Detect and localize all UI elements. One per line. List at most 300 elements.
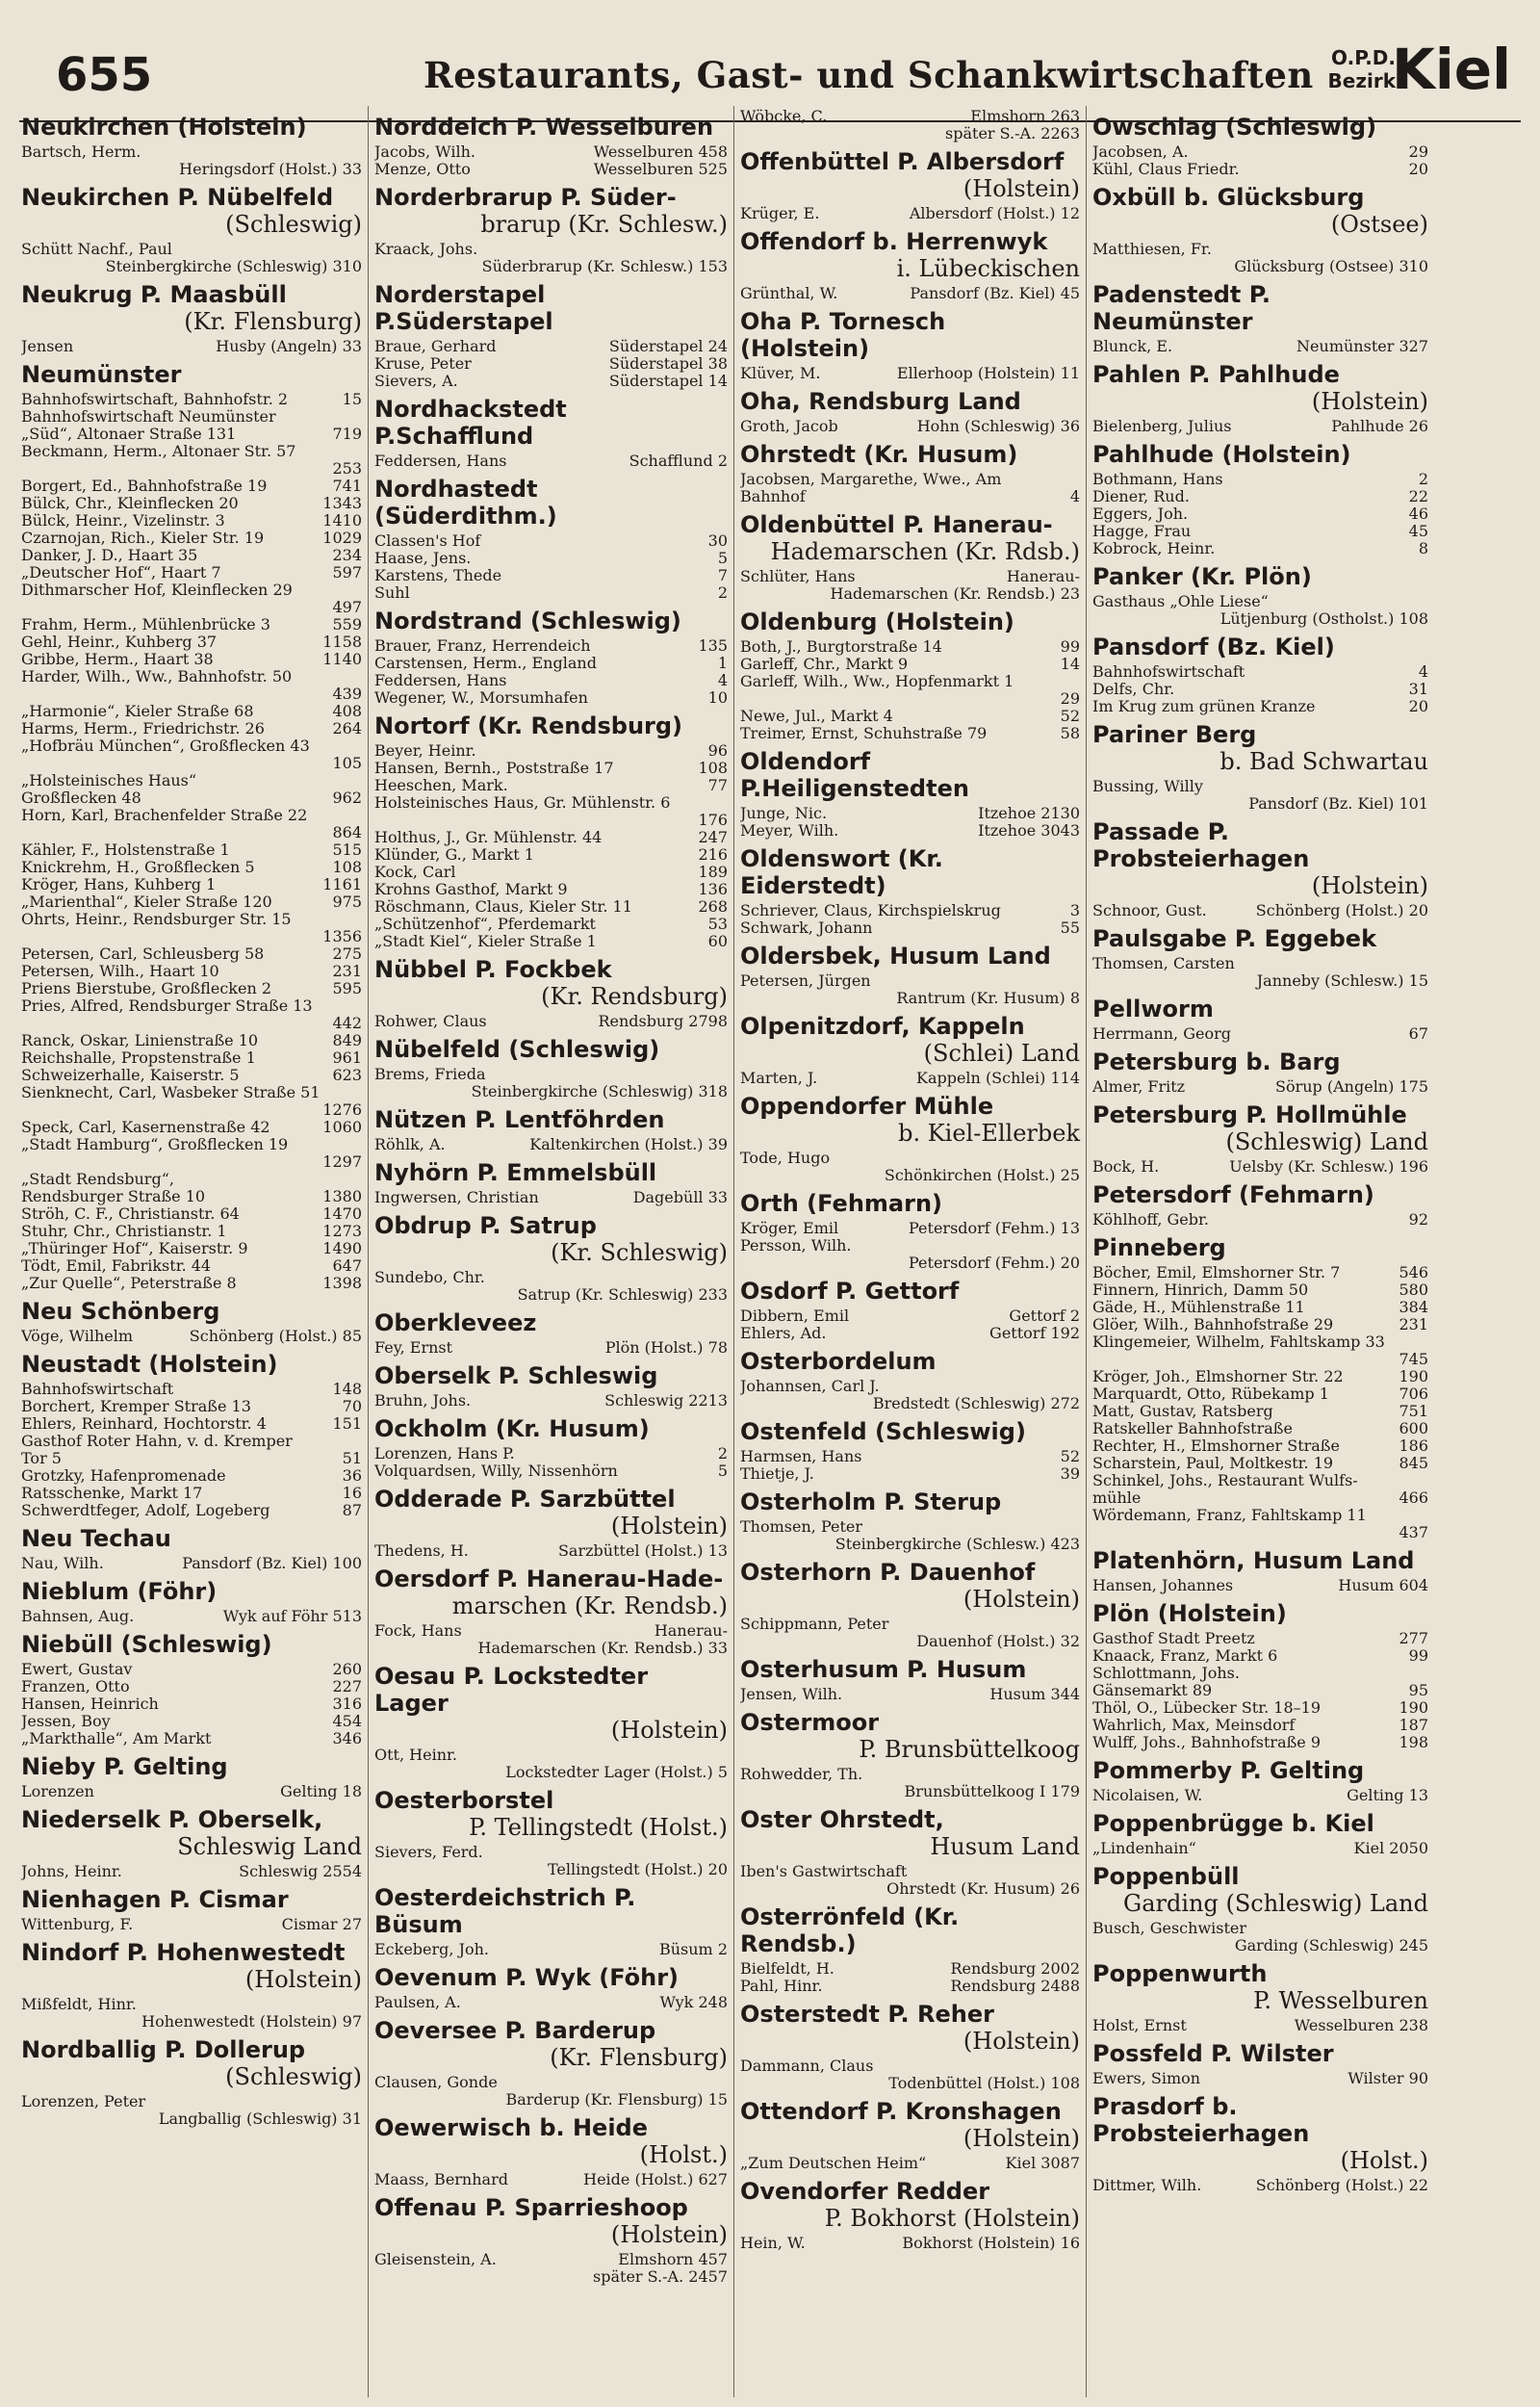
proprietor: Jensen — [21, 338, 74, 355]
proprietor: Maass, Bernhard — [374, 2171, 508, 2188]
listing-name — [21, 258, 98, 275]
listing-row — [21, 408, 362, 426]
listing-right — [1391, 1699, 1428, 1717]
phone-number: 96 — [707, 741, 728, 760]
place: Bokhorst (Holstein) — [902, 2234, 1056, 2252]
listing-right — [602, 338, 728, 355]
listing-row — [21, 1328, 362, 1345]
listing-right — [1323, 418, 1428, 435]
locality-heading — [1092, 1757, 1428, 1784]
listing-name — [740, 1070, 909, 1087]
listing-right — [1001, 1307, 1080, 1325]
proprietor: „Thüringer Hof“, Kaiserstr. 9 — [21, 1240, 248, 1257]
listing-name — [1092, 241, 1421, 258]
listing-right — [690, 812, 728, 829]
proprietor: Gasthof Roter Hahn, v. d. Kremper — [21, 1433, 293, 1450]
proprietor: Rohwer, Claus — [374, 1013, 487, 1030]
locality-heading — [374, 2114, 728, 2168]
listing-right — [982, 1325, 1080, 1342]
place: Wilster — [1348, 2069, 1404, 2087]
listing-right — [701, 532, 728, 550]
listing-right — [1401, 523, 1428, 540]
listing-name — [21, 1783, 272, 1800]
proprietor: Stuhr, Chr., Christianstr. 1 — [21, 1223, 227, 1240]
phone-number: 497 — [332, 598, 362, 616]
listing-right — [324, 893, 362, 911]
listing-row — [21, 789, 362, 807]
listing-row — [740, 1070, 1080, 1087]
phone-number: 2213 — [688, 1391, 728, 1410]
listing-right — [354, 668, 362, 686]
listing-right — [1063, 488, 1080, 505]
proprietor: Wittenburg, F. — [21, 1916, 134, 1933]
listing-right — [1330, 1577, 1428, 1594]
listing-row — [374, 637, 728, 655]
listing-row — [374, 2074, 728, 2091]
phone-number: 227 — [332, 1677, 362, 1695]
listing-name — [21, 1223, 315, 1240]
locality-block — [1092, 1810, 1428, 1857]
phone-number: 595 — [332, 979, 362, 997]
listing-row — [740, 365, 1080, 382]
locality-block — [740, 1418, 1080, 1483]
listing-row — [374, 1269, 728, 1286]
listing-right — [690, 637, 728, 655]
listing-row — [21, 1257, 362, 1275]
locality-heading — [1092, 996, 1428, 1022]
listing-row — [1092, 1840, 1428, 1857]
phone-number: 719 — [332, 425, 362, 443]
listing-right — [335, 1467, 362, 1485]
phone-number: 30 — [707, 531, 728, 550]
listing-right — [174, 1555, 362, 1572]
listing-name — [740, 972, 1072, 990]
listing-name — [21, 807, 354, 824]
proprietor: Wöbcke, C. — [740, 108, 828, 125]
listing-right — [701, 742, 728, 760]
listing-right — [1401, 505, 1428, 523]
listing-name — [740, 1395, 865, 1412]
listing-name — [374, 1189, 626, 1206]
listing-right — [1401, 698, 1428, 715]
listing-right — [324, 1415, 362, 1433]
listing-row — [21, 963, 362, 980]
locality-name: Neukirchen P. Nübelfeld — [21, 184, 334, 211]
locality-name: Osterrönfeld (Kr. Rendsb.) — [740, 1903, 960, 1957]
phone-number: 97 — [342, 2012, 362, 2031]
locality-name: Oldendorf P.Heiligenstedten — [740, 748, 969, 802]
listing-name — [21, 1730, 324, 1747]
listing-row — [21, 1381, 362, 1398]
listing-right — [324, 980, 362, 997]
place: Kiel — [1005, 2154, 1037, 2172]
locality-block — [21, 1631, 362, 1747]
listing-right — [354, 582, 362, 599]
listing-name — [21, 161, 171, 178]
locality-block — [21, 361, 362, 1292]
locality-block — [374, 1964, 728, 2011]
phone-number: 962 — [332, 789, 362, 807]
proprietor: Nicolaisen, W. — [1092, 1787, 1203, 1804]
proprietor: „Marienthal“, Kieler Straße 120 — [21, 893, 272, 911]
listing-name — [21, 1136, 354, 1153]
locality-heading — [1092, 114, 1428, 141]
phone-number: 559 — [332, 615, 362, 634]
locality-sub: Schleswig Land — [177, 1833, 362, 1860]
locality-heading — [1092, 1810, 1428, 1837]
phone-number: 39 — [1060, 1464, 1080, 1483]
listing-right — [998, 2155, 1080, 2172]
proprietor: Bielfeldt, H. — [740, 1960, 834, 1978]
listing-right — [1391, 1489, 1428, 1507]
listing-row — [21, 1153, 362, 1171]
listing-right — [602, 355, 728, 373]
phone-number: 5 — [717, 1763, 728, 1781]
locality-name: Oldenbüttel P. Hanerau- — [740, 511, 1053, 538]
locality-block — [740, 1559, 1080, 1650]
listing-name — [374, 1269, 720, 1286]
proprietor: Carstensen, Herm., England — [374, 655, 597, 672]
listing-name — [21, 703, 324, 720]
listing-row — [1092, 902, 1428, 919]
phone-number: 2130 — [1040, 804, 1080, 822]
listing-right — [324, 1381, 362, 1398]
locality-heading — [740, 1190, 1080, 1217]
locality-block — [740, 1013, 1080, 1087]
locality-sub: (Kr. Flensburg) — [550, 2044, 728, 2071]
listing-name — [21, 1119, 315, 1136]
phone-number: 238 — [1399, 2016, 1428, 2034]
phone-number: 647 — [332, 1256, 362, 1275]
listing-row — [1092, 972, 1428, 990]
listing-right — [315, 651, 362, 668]
listing-right — [324, 789, 362, 807]
locality-heading — [1092, 1863, 1428, 1917]
phone-number: 52 — [1060, 707, 1080, 725]
phone-number: 33 — [342, 337, 362, 355]
listing-row — [374, 794, 728, 812]
listing-right — [1391, 1351, 1428, 1368]
locality-heading — [1092, 818, 1428, 899]
locality-block — [1092, 1234, 1428, 1541]
phone-number: 442 — [332, 1014, 362, 1032]
locality-name: Platenhörn, Husum Land — [1092, 1547, 1415, 1574]
proprietor: Böcher, Emil, Elmshorner Str. 7 — [1092, 1264, 1341, 1281]
locality-block — [21, 1351, 362, 1519]
place: Kappeln (Schlei) — [915, 1069, 1046, 1087]
phone-number: 245 — [1399, 1936, 1428, 1954]
listing-right — [1421, 1333, 1428, 1351]
proprietor: Kruse, Peter — [374, 355, 472, 373]
listing-name — [1092, 1734, 1391, 1751]
locality-block — [21, 1578, 362, 1625]
listing-row — [21, 241, 362, 258]
locality-sub: P. Brunsbüttelkoog — [859, 1736, 1080, 1763]
proprietor: Tödt, Emil, Fabrikstr. 44 — [21, 1257, 212, 1275]
listing-row — [374, 1083, 728, 1100]
place: Dagebüll — [632, 1188, 704, 1206]
phone-number: 268 — [698, 897, 728, 916]
proprietor: „Schützenhof“, Pferdemarkt — [374, 916, 596, 933]
phone-number: 275 — [332, 945, 362, 963]
listing-row — [1092, 1920, 1428, 1937]
column-1 — [15, 106, 368, 2397]
phone-number: 1 — [717, 654, 728, 672]
locality-name: Pommerby P. Gelting — [1092, 1757, 1365, 1784]
locality-name: Ostermoor — [740, 1709, 880, 1736]
listing-row — [1092, 418, 1428, 435]
listing-right — [1053, 919, 1080, 937]
locality-heading — [374, 2017, 728, 2071]
listing-right — [1391, 1281, 1428, 1299]
locality-name: Oevenum P. Wyk (Föhr) — [374, 1964, 679, 1991]
phone-number: 90 — [1408, 2069, 1428, 2087]
phone-number: 33 — [707, 1188, 728, 1206]
proprietor: Ehlers, Ad. — [740, 1325, 827, 1342]
locality-heading — [374, 608, 728, 634]
locality-block — [740, 1806, 1080, 1898]
listing-right — [324, 1678, 362, 1695]
listing-right — [216, 1608, 362, 1625]
locality-block — [374, 608, 728, 707]
listing-row — [374, 1286, 728, 1304]
listing-row — [1092, 1455, 1428, 1472]
listing-row — [374, 1747, 728, 1764]
listing-name — [1092, 698, 1401, 715]
proprietor: Feddersen, Hans — [374, 453, 507, 470]
listing-name — [740, 285, 902, 302]
listing-row — [1092, 1937, 1428, 1954]
locality-heading — [374, 184, 728, 238]
phone-number: 24 — [707, 337, 728, 355]
phone-number: 277 — [1399, 1629, 1428, 1647]
locality-block — [740, 308, 1080, 382]
listing-right — [902, 285, 1080, 302]
listing-right — [970, 822, 1080, 840]
listing-name — [1092, 902, 1248, 919]
locality-block — [1092, 563, 1428, 628]
listing-right — [720, 2074, 728, 2091]
place: später S.-A. — [945, 124, 1037, 142]
locality-heading — [374, 1884, 728, 1938]
listing-name — [374, 1542, 551, 1560]
locality-sub: b. Kiel-Ellerbek — [898, 1120, 1080, 1147]
phone-number: 580 — [1399, 1281, 1428, 1299]
listing-right — [335, 391, 362, 408]
listing-right — [1391, 1717, 1428, 1734]
listing-name — [21, 1502, 335, 1519]
listing-name — [1092, 1299, 1391, 1316]
listing-row — [21, 1136, 362, 1153]
listing-name — [1092, 681, 1401, 698]
phone-number: 7 — [717, 566, 728, 584]
listing-right — [1401, 143, 1428, 161]
locality-block — [740, 388, 1080, 435]
phone-number: 51 — [342, 1449, 362, 1467]
listing-right — [1421, 1665, 1428, 1682]
proprietor: Rechter, H., Elmshorner Straße — [1092, 1437, 1340, 1455]
listing-row — [21, 547, 362, 564]
listing-row — [374, 812, 728, 829]
listing-right — [823, 585, 1080, 603]
listing-right — [354, 911, 362, 928]
listing-right — [720, 1269, 728, 1286]
listing-row — [21, 634, 362, 651]
listing-row — [21, 1240, 362, 1257]
proprietor: Franzen, Otto — [21, 1678, 130, 1695]
locality-block — [374, 1159, 728, 1206]
listing-name — [740, 1686, 982, 1703]
listing-row — [1092, 1717, 1428, 1734]
opd-line1: O.P.D. — [1331, 46, 1396, 69]
locality-heading — [374, 396, 728, 450]
phone-number: 864 — [332, 823, 362, 841]
listing-row — [740, 285, 1080, 302]
listing-name — [21, 1381, 324, 1398]
locality-name: Pinneberg — [1092, 1234, 1226, 1261]
listing-name — [1092, 1025, 1401, 1043]
listing-right — [1391, 1437, 1428, 1455]
phone-number: 36 — [1060, 417, 1080, 435]
proprietor: Schinkel, Johs., Restaurant Wulfs- — [1092, 1472, 1358, 1489]
locality-block — [1092, 114, 1428, 178]
locality-heading — [740, 2098, 1080, 2152]
listing-name — [740, 418, 910, 435]
place: Pansdorf (Bz. Kiel) — [182, 1554, 328, 1572]
listing-name — [1092, 1717, 1391, 1734]
listing-row — [21, 772, 362, 789]
listing-right — [1287, 2017, 1428, 2034]
listing-right — [354, 807, 362, 824]
listing-name — [740, 2075, 881, 2092]
place: Steinbergkirche (Schlesw.) — [834, 1535, 1046, 1553]
listing-row — [21, 460, 362, 478]
listing-right — [315, 1240, 362, 1257]
proprietor: Schwark, Johann — [740, 919, 873, 937]
phone-number: 2 — [717, 1444, 728, 1462]
listing-row — [374, 584, 728, 602]
phone-number: 248 — [698, 1993, 728, 2011]
listing-row — [1092, 338, 1428, 355]
locality-name: Nübelfeld (Schleswig) — [374, 1036, 660, 1063]
locality-block — [374, 1036, 728, 1100]
listing-name — [21, 2013, 134, 2031]
proprietor: Ott, Heinr. — [374, 1747, 457, 1764]
listing-right — [315, 1153, 362, 1171]
proprietor: Im Krug zum grünen Kranze — [1092, 698, 1316, 715]
listing-name — [1092, 610, 1213, 628]
listing-row — [1092, 161, 1428, 178]
proprietor: Feddersen, Hans — [374, 672, 507, 689]
listing-right — [475, 258, 728, 275]
listing-row — [740, 638, 1080, 656]
phone-number: 454 — [332, 1712, 362, 1730]
listing-right — [315, 530, 362, 547]
place: Lütjenburg (Ostholst.) — [1219, 609, 1395, 628]
locality-heading — [21, 114, 362, 141]
listing-name — [374, 689, 701, 707]
listing-row — [374, 1844, 728, 1861]
phone-number: 20 — [707, 1860, 728, 1878]
listing-right — [1072, 1616, 1080, 1633]
proprietor: Jacobs, Wilh. — [374, 143, 475, 161]
place: Elmshorn — [618, 2250, 694, 2268]
listing-right — [710, 567, 728, 584]
locality-block — [374, 1309, 728, 1357]
proprietor: Jessen, Boy — [21, 1713, 111, 1730]
locality-heading — [740, 1559, 1080, 1613]
locality-block — [1092, 721, 1428, 813]
locality-sub: (Holstein) — [1311, 872, 1428, 899]
place: Husby (Angeln) — [216, 337, 338, 355]
locality-block — [1092, 1048, 1428, 1096]
proprietor: Lorenzen — [21, 1783, 94, 1800]
listing-right — [1213, 610, 1428, 628]
listing-name — [374, 2074, 720, 2091]
listing-name — [1092, 1158, 1221, 1176]
proprietor: Delfs, Chr. — [1092, 681, 1175, 698]
phone-number: 4 — [717, 671, 728, 689]
phone-number: 597 — [332, 563, 362, 582]
locality-heading — [1092, 634, 1428, 660]
listing-right — [1401, 1647, 1428, 1665]
locality-heading — [374, 1036, 728, 1063]
listing-row — [740, 125, 1080, 142]
listing-row — [374, 241, 728, 258]
listing-right — [1053, 708, 1080, 725]
listing-name — [740, 1783, 897, 1800]
listing-row — [1092, 1368, 1428, 1385]
locality-heading — [1092, 281, 1428, 335]
locality-heading — [21, 1631, 362, 1658]
listing-right — [652, 1941, 728, 1958]
locality-name: Poppenbüll — [1092, 1863, 1240, 1890]
place: Schönberg (Holst.) — [189, 1327, 338, 1345]
listing-row — [374, 672, 728, 689]
listing-name — [374, 1462, 710, 1480]
locality-heading — [21, 184, 362, 238]
listing-name — [21, 1678, 324, 1695]
listing-right — [1411, 663, 1428, 681]
listing-name — [21, 1555, 174, 1572]
phone-number: 100 — [332, 1554, 362, 1572]
listing-row — [21, 1450, 362, 1467]
locality-block — [374, 1106, 728, 1153]
locality-name: Poppenbrügge b. Kiel — [1092, 1810, 1374, 1837]
locality-heading — [21, 1806, 362, 1860]
place: Heide (Holst.) — [583, 2170, 694, 2188]
listing-right — [1248, 2177, 1428, 2194]
listing-name — [21, 599, 324, 616]
proprietor: Dammann, Claus — [740, 2058, 874, 2075]
listing-right — [1411, 471, 1428, 488]
listing-name — [1092, 1937, 1227, 1954]
phone-number: 38 — [707, 354, 728, 373]
listing-right — [622, 453, 728, 470]
listing-right — [1072, 1766, 1080, 1783]
listing-name — [740, 1960, 942, 1978]
listing-row — [21, 738, 362, 755]
listing-name — [374, 1013, 590, 1030]
listing-name — [21, 997, 354, 1015]
phone-number: 2 — [717, 583, 728, 602]
place: Todenbüttel (Holst.) — [888, 2074, 1046, 2092]
listing-name — [21, 1067, 324, 1084]
listing-name — [374, 864, 690, 881]
phone-number: 627 — [698, 2170, 728, 2188]
listing-row — [21, 824, 362, 841]
place: Süderstapel — [608, 354, 704, 373]
